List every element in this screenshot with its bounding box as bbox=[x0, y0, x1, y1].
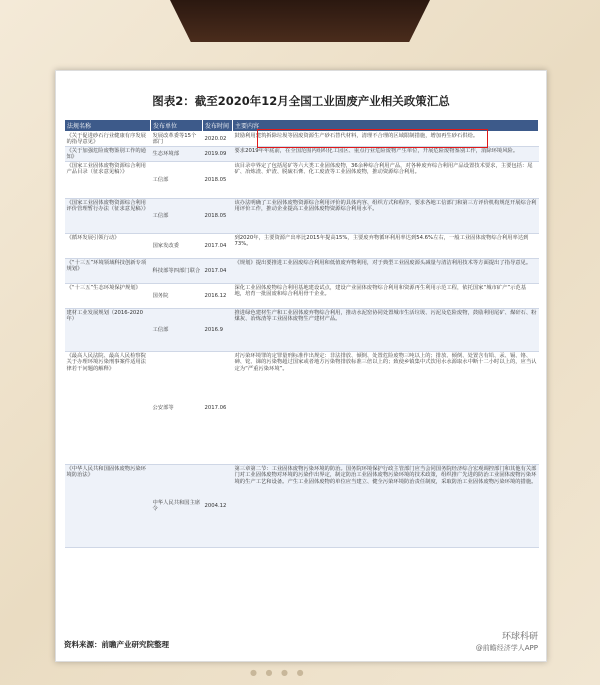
cell-date: 2017.06 bbox=[203, 352, 233, 465]
cell-content: 到2020年，主要资源产出率比2015年提高15%，主要废弃物循环利用率达到54.6%左右，一般工业固体废物综合利用率达到73%。 bbox=[233, 234, 539, 259]
cell-content: 《规划》提出要推进工业固废综合利用和低值废弃物利用，对于典型工业固废源头减量与清洁利用技术等方面提出了指导意见。 bbox=[233, 259, 539, 284]
cell-name: 《国家工业固体废物资源综合利用评价管理暂行办法（征求意见稿）》 bbox=[65, 199, 151, 234]
cell-date: 2017.04 bbox=[203, 259, 233, 284]
table-header bbox=[65, 120, 539, 132]
cell-unit: 发展改革委等15个部门 bbox=[151, 132, 203, 147]
table-row bbox=[65, 284, 539, 309]
table-row bbox=[65, 234, 539, 259]
cell-unit: 国家发改委 bbox=[151, 234, 203, 259]
watermark-brand: 环球科研 bbox=[501, 632, 538, 642]
cell-unit: 科技部等四部门联合 bbox=[151, 259, 203, 284]
table-row bbox=[65, 352, 539, 465]
cell-date: 2017.04 bbox=[203, 234, 233, 259]
cell-name: 《最高人民法院、最高人民检察院关于办理环境污染刑事案件适用法律若干问题的解释》 bbox=[65, 352, 151, 465]
source-note: 资料来源：前瞻产业研究院整理 bbox=[64, 640, 169, 649]
table-row bbox=[65, 259, 539, 284]
cell-content: 推进绿色建材生产和工业固体废弃物综合利用，推动水泥窑协同处置城市生活垃圾、污泥及危险废物，鼓励利用尾矿、煤矸石、粉煤灰、冶炼渣等工业固体废物生产建材产品。 bbox=[233, 309, 539, 352]
cell-content: 对污染环境罪的定罪量刑标准作出规定：非法排放、倾倒、处置危险废物三吨以上的；排放、倾倒、处置含有铅、汞、镉、铬、砷、铊、锑的污染物超过国家或者地方污染物排放标准三倍以上的；致使乡镇集中式饮用水水源取水中断十二小时以上的，应当认定为“严重污染环境”。 bbox=[233, 352, 539, 465]
col-header-unit: 发布单位 bbox=[151, 120, 203, 132]
cell-unit: 国务院 bbox=[151, 284, 203, 309]
cell-date: 2018.05 bbox=[203, 199, 233, 234]
cell-name: 《国家工业固体废物资源综合利用产品目录（征求意见稿）》 bbox=[65, 162, 151, 199]
table-row bbox=[65, 199, 539, 234]
header-tab bbox=[170, 0, 430, 42]
col-header-date: 发布时间 bbox=[203, 120, 233, 132]
col-header-name: 法规名称 bbox=[65, 120, 151, 132]
cell-date: 2016.12 bbox=[203, 284, 233, 309]
cell-unit: 工信部 bbox=[151, 309, 203, 352]
document-page bbox=[55, 70, 547, 662]
table-row bbox=[65, 309, 539, 352]
watermark-app: @前瞻经济学人APP bbox=[475, 644, 538, 652]
cell-unit: 公安部等 bbox=[151, 352, 203, 465]
cell-name: 建材工业发展规划（2016-2020年） bbox=[65, 309, 151, 352]
cell-name: 《“十三五”环境领域科技创新专项规划》 bbox=[65, 259, 151, 284]
cell-content: 深化工业固体废物综合利用基地建设试点，建设产业固体废物综合利用和资源再生利用示范工程，依托国家“城市矿产”示范基地，培育一批固废和综合利用骨干企业。 bbox=[233, 284, 539, 309]
page-title: 图表2：截至2020年12月全国工业固废产业相关政策汇总 bbox=[152, 94, 450, 108]
cell-name: 《关于加强危险废物鉴别工作的通知》 bbox=[65, 147, 151, 162]
cell-content: 该目录中界定了包括尾矿等六大类工业固体废物，36余种综合利用产品，对各种废弃综合利用产品设置技术要求，主要包括：尾矿、冶炼渣、炉渣、脱硫石膏、化工废渣等工业固体废物，推动资源综合利用。 bbox=[233, 162, 539, 199]
cell-content: 第三章第二节：工业固体废物污染环境的防治。国务院环境保护行政主管部门应当会同国务院经济综合宏观调控部门和其他有关部门对工业固体废物对环境的污染作出界定，制定防治工业固体废物污染环境的技术政策，组织推广先进的防治工业固体废物污染环境的生产工艺和设备。产生工业固体废物的单位应当建立、健全污染环境防治责任制度，采取防治工业固体废物污染环境的措施。 bbox=[233, 465, 539, 548]
cell-date: 2018.05 bbox=[203, 162, 233, 199]
cell-unit: 中华人民共和国主席令 bbox=[151, 465, 203, 548]
cell-date: 2016.9 bbox=[203, 309, 233, 352]
table-row bbox=[65, 162, 539, 199]
cell-unit: 工信部 bbox=[151, 199, 203, 234]
table-row bbox=[65, 465, 539, 548]
cell-name: 《“十三五”生态环境保护规划》 bbox=[65, 284, 151, 309]
policy-table bbox=[64, 119, 539, 548]
cell-content: 要求2019年年底前，在全国范围内组织化工园区、重点行业危险废物产生单位，开展危险废物鉴别工作，消除环境风险。 bbox=[233, 147, 539, 162]
cell-date: 2019.09 bbox=[203, 147, 233, 162]
cell-name: 《关于促进砂石行业健康有序发展的指导意见》 bbox=[65, 132, 151, 147]
cell-content: 鼓励利用建筑拆除垃圾等固废资源生产砂石替代材料，清理不合理的区域限制措施，增加再生砂石供给。 bbox=[233, 132, 539, 147]
cell-content: 该办法明确了工业固体废物资源综合利用评价的具体内容、组织方式和程序，要求各地工信部门和第三方评价机构规范开展综合利用评价工作，推动企业提高工业固体废物资源综合利用水平。 bbox=[233, 199, 539, 234]
table-row bbox=[65, 147, 539, 162]
page-indicator-dots: ● ● ● ● bbox=[250, 668, 307, 677]
cell-name: 《循环发展引领行动》 bbox=[65, 234, 151, 259]
cell-date: 2020.02 bbox=[203, 132, 233, 147]
table-row bbox=[65, 132, 539, 147]
cell-unit: 工信部 bbox=[151, 162, 203, 199]
cell-date: 2004.12 bbox=[203, 465, 233, 548]
cell-name: 《中华人民共和国固体废物污染环境防治法》 bbox=[65, 465, 151, 548]
cell-unit: 生态环境部 bbox=[151, 147, 203, 162]
col-header-content: 主要内容 bbox=[233, 120, 539, 132]
